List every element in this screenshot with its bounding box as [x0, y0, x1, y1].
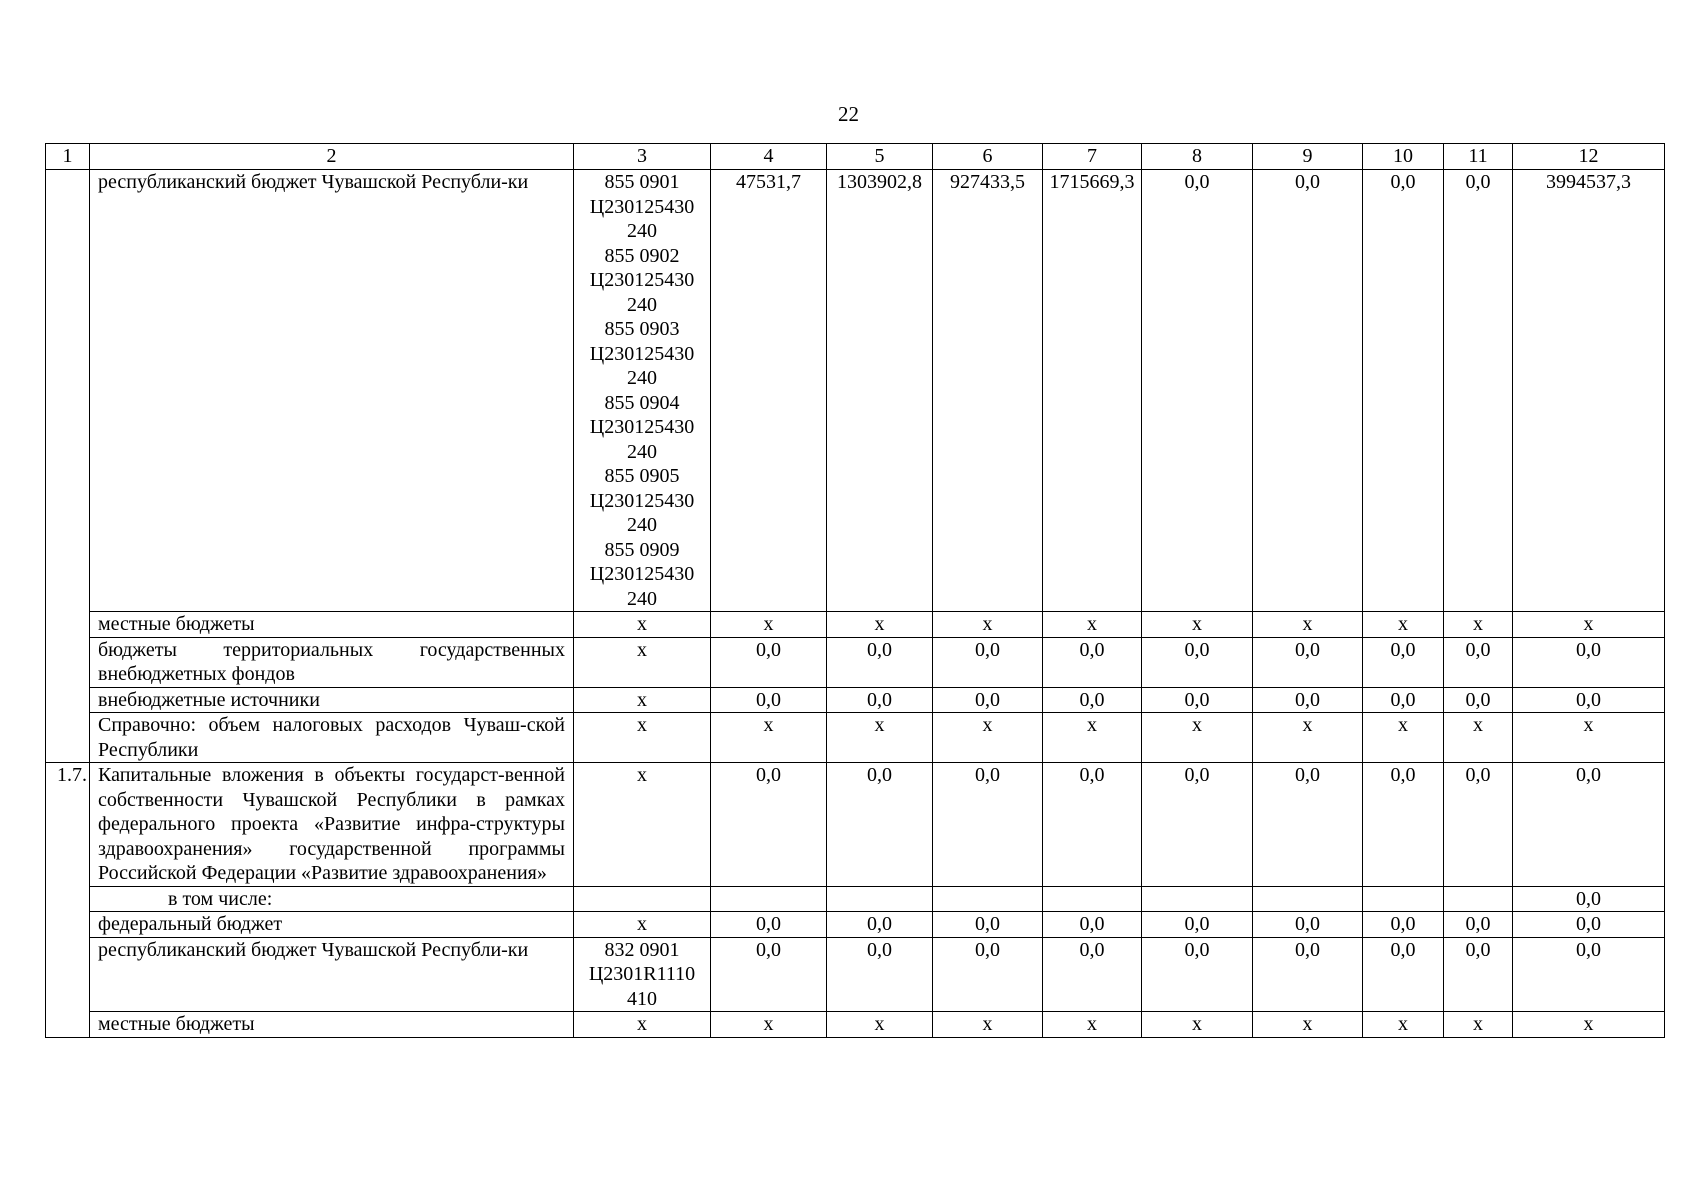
value-cell: х — [711, 713, 827, 763]
value-cell — [1253, 886, 1363, 912]
value-cell: х — [1363, 1012, 1444, 1038]
column-header: 7 — [1043, 144, 1142, 170]
column-header: 9 — [1253, 144, 1363, 170]
value-cell: 0,0 — [1444, 687, 1513, 713]
row-name: внебюджетные источники — [90, 687, 574, 713]
value-cell: 0,0 — [1142, 687, 1253, 713]
table-row — [46, 687, 1665, 713]
value-cell: 47531,7 — [711, 170, 827, 612]
table-row — [46, 912, 1665, 938]
value-cell: х — [1513, 713, 1665, 763]
table-row — [46, 1012, 1665, 1038]
value-cell: х — [933, 713, 1043, 763]
value-cell: 1303902,8 — [827, 170, 933, 612]
value-cell: х — [1513, 1012, 1665, 1038]
column-header: 10 — [1363, 144, 1444, 170]
value-cell: 3994537,3 — [1513, 170, 1665, 612]
column-number-row — [46, 144, 1665, 170]
budget-code: х — [574, 612, 711, 638]
value-cell: х — [1142, 612, 1253, 638]
value-cell — [933, 886, 1043, 912]
value-cell: 0,0 — [1444, 637, 1513, 687]
column-header: 8 — [1142, 144, 1253, 170]
value-cell: 0,0 — [827, 763, 933, 887]
value-cell: 0,0 — [1513, 937, 1665, 1012]
row-name: федеральный бюджет — [90, 912, 574, 938]
row-number — [46, 170, 90, 763]
value-cell: х — [1043, 1012, 1142, 1038]
value-cell: х — [1253, 1012, 1363, 1038]
value-cell: 0,0 — [1513, 912, 1665, 938]
column-header: 6 — [933, 144, 1043, 170]
value-cell: 0,0 — [1253, 170, 1363, 612]
value-cell: 0,0 — [1142, 937, 1253, 1012]
value-cell: 0,0 — [1253, 687, 1363, 713]
value-cell: 0,0 — [1363, 687, 1444, 713]
value-cell: х — [1043, 612, 1142, 638]
value-cell: х — [1253, 713, 1363, 763]
row-name: республиканский бюджет Чувашской Республи-ки — [90, 937, 574, 1012]
value-cell: 0,0 — [933, 937, 1043, 1012]
column-header: 12 — [1513, 144, 1665, 170]
value-cell: х — [827, 1012, 933, 1038]
value-cell: 1715669,3 — [1043, 170, 1142, 612]
value-cell: 0,0 — [827, 912, 933, 938]
value-cell: 0,0 — [1444, 763, 1513, 887]
value-cell: 0,0 — [1444, 912, 1513, 938]
page-number: 22 — [838, 102, 859, 126]
value-cell: х — [827, 713, 933, 763]
value-cell: 927433,5 — [933, 170, 1043, 612]
value-cell: 0,0 — [1513, 763, 1665, 887]
value-cell — [1043, 886, 1142, 912]
value-cell: 0,0 — [1253, 637, 1363, 687]
row-name: Справочно: объем налоговых расходов Чуваш-ской Республики — [90, 713, 574, 763]
value-cell: 0,0 — [1513, 687, 1665, 713]
column-header: 4 — [711, 144, 827, 170]
table-row — [46, 937, 1665, 1012]
value-cell: 0,0 — [1142, 763, 1253, 887]
budget-code: х — [574, 912, 711, 938]
row-name: в том числе: — [90, 886, 574, 912]
value-cell: 0,0 — [1363, 912, 1444, 938]
value-cell: х — [1363, 612, 1444, 638]
value-cell: х — [1253, 612, 1363, 638]
value-cell: 0,0 — [933, 687, 1043, 713]
value-cell: 0,0 — [1142, 637, 1253, 687]
value-cell: 0,0 — [1444, 937, 1513, 1012]
column-header: 3 — [574, 144, 711, 170]
budget-code — [574, 886, 711, 912]
table-row — [46, 637, 1665, 687]
value-cell: 0,0 — [1043, 937, 1142, 1012]
value-cell: 0,0 — [1043, 637, 1142, 687]
column-header: 1 — [46, 144, 90, 170]
value-cell: 0,0 — [711, 637, 827, 687]
value-cell: 0,0 — [1142, 912, 1253, 938]
table-row — [46, 170, 1665, 612]
value-cell — [1363, 886, 1444, 912]
row-name: Капитальные вложения в объекты государст-венной собственности Чувашской Республики в рамках федерального проекта «Развитие инфра-структуры здравоохранения» государственной программы Российской Федерации «Развитие здравоохранения» — [90, 763, 574, 887]
row-name: местные бюджеты — [90, 612, 574, 638]
value-cell: 0,0 — [1253, 912, 1363, 938]
value-cell: х — [1142, 1012, 1253, 1038]
value-cell: 0,0 — [1513, 637, 1665, 687]
value-cell: 0,0 — [711, 687, 827, 713]
value-cell: х — [1444, 713, 1513, 763]
column-header: 2 — [90, 144, 574, 170]
budget-code: х — [574, 1012, 711, 1038]
budget-code: 855 0901 Ц230125430 240 855 0902 Ц230125430 240 855 0903 Ц230125430 240 855 0904 Ц230125430 240 855 0905 Ц230125430 240 855 0909 Ц230125430 240 — [574, 170, 711, 612]
row-number: 1.7. — [46, 763, 90, 1038]
value-cell: 0,0 — [1142, 170, 1253, 612]
column-header: 11 — [1444, 144, 1513, 170]
value-cell: 0,0 — [1513, 886, 1665, 912]
value-cell: 0,0 — [1253, 763, 1363, 887]
value-cell — [711, 886, 827, 912]
budget-code: х — [574, 763, 711, 887]
value-cell: 0,0 — [933, 912, 1043, 938]
value-cell: 0,0 — [1043, 687, 1142, 713]
table-row — [46, 763, 1665, 887]
column-header: 5 — [827, 144, 933, 170]
value-cell: х — [1513, 612, 1665, 638]
value-cell: 0,0 — [1253, 937, 1363, 1012]
value-cell: х — [1444, 1012, 1513, 1038]
value-cell: х — [1142, 713, 1253, 763]
value-cell: х — [933, 1012, 1043, 1038]
value-cell: 0,0 — [711, 937, 827, 1012]
value-cell: х — [1043, 713, 1142, 763]
table-row — [46, 886, 1665, 912]
value-cell: 0,0 — [1363, 937, 1444, 1012]
value-cell: х — [827, 612, 933, 638]
row-name: бюджеты территориальных государственных внебюджетных фондов — [90, 637, 574, 687]
value-cell: 0,0 — [1363, 170, 1444, 612]
table-row — [46, 713, 1665, 763]
value-cell: 0,0 — [1043, 912, 1142, 938]
value-cell: х — [711, 1012, 827, 1038]
budget-code: 832 0901 Ц2301R1110 410 — [574, 937, 711, 1012]
value-cell: 0,0 — [1363, 763, 1444, 887]
value-cell: х — [711, 612, 827, 638]
value-cell: х — [1444, 612, 1513, 638]
value-cell: 0,0 — [827, 687, 933, 713]
value-cell — [827, 886, 933, 912]
value-cell: 0,0 — [827, 637, 933, 687]
row-name: республиканский бюджет Чувашской Республи-ки — [90, 170, 574, 612]
budget-table — [45, 143, 1665, 1038]
value-cell: 0,0 — [1043, 763, 1142, 887]
value-cell: 0,0 — [1444, 170, 1513, 612]
row-name: местные бюджеты — [90, 1012, 574, 1038]
budget-code: х — [574, 637, 711, 687]
value-cell: 0,0 — [711, 912, 827, 938]
budget-code: х — [574, 687, 711, 713]
value-cell: 0,0 — [711, 763, 827, 887]
value-cell: 0,0 — [933, 763, 1043, 887]
value-cell — [1142, 886, 1253, 912]
value-cell: 0,0 — [933, 637, 1043, 687]
value-cell: х — [933, 612, 1043, 638]
value-cell: 0,0 — [1363, 637, 1444, 687]
budget-code: х — [574, 713, 711, 763]
value-cell — [1444, 886, 1513, 912]
value-cell: х — [1363, 713, 1444, 763]
table-row — [46, 612, 1665, 638]
value-cell: 0,0 — [827, 937, 933, 1012]
